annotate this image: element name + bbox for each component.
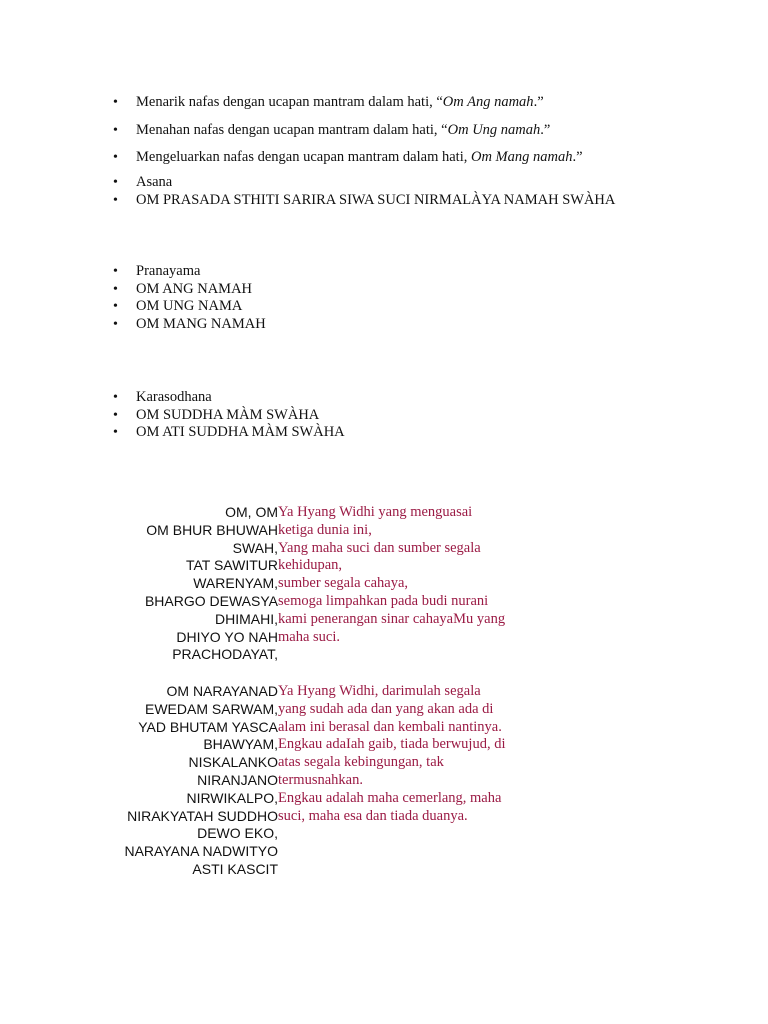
mantra-text: DEWO EKO, bbox=[197, 825, 278, 842]
instruction-suffix: .” bbox=[540, 121, 551, 138]
mantra-line bbox=[0, 629, 768, 647]
list-item: • OM ATI SUDDHA MÀM SWÀHA bbox=[113, 424, 733, 442]
list-item: • OM UNG NAMA bbox=[113, 298, 733, 316]
mantra-line bbox=[0, 683, 768, 701]
mantra-italic: Om Ang namah bbox=[442, 94, 534, 110]
translation-text: kehidupan, bbox=[278, 557, 343, 574]
instruction-suffix: .” bbox=[572, 149, 583, 165]
mantra-line bbox=[0, 646, 768, 664]
mantra-line bbox=[0, 611, 768, 629]
mantra-line bbox=[0, 504, 768, 522]
mantra-line bbox=[0, 772, 768, 790]
mantra-text: WARENYAM, bbox=[193, 575, 278, 592]
mantra-line bbox=[0, 808, 768, 826]
list-item bbox=[113, 149, 733, 167]
mantra-text: NARAYANA NADWITYO bbox=[124, 843, 278, 860]
mantra-line bbox=[0, 593, 768, 611]
mantra-line bbox=[0, 557, 768, 575]
mantra-line bbox=[0, 825, 768, 843]
translation-text: termusnahkan. bbox=[278, 771, 363, 788]
translation-text: maha suci. bbox=[278, 628, 341, 645]
mantra-text: BHAWYAM, bbox=[203, 736, 278, 753]
translation-text: Ya Hyang Widhi, darimulah segala bbox=[278, 683, 481, 699]
translation-text: Yang maha suci dan sumber segala bbox=[278, 539, 481, 556]
mantra-line bbox=[0, 861, 768, 879]
karasodhana-list bbox=[113, 389, 733, 442]
translation-text: Ya Hyang Widhi yang menguasai bbox=[278, 504, 473, 520]
mantra-text: ASTI KASCIT bbox=[192, 860, 278, 877]
mantra-text: NIRWIKALPO, bbox=[186, 789, 278, 806]
translation-text: semoga limpahkan pada budi nurani bbox=[278, 592, 489, 609]
narayana-mantra-block bbox=[0, 683, 768, 879]
translation-text: Engkau adaIah gaib, tiada berwujud, di bbox=[278, 736, 506, 753]
pranayama-list bbox=[113, 263, 733, 333]
mantra-line bbox=[0, 540, 768, 558]
mantra-text: TAT SAWITUR bbox=[185, 557, 278, 574]
gayatri-mantra-block bbox=[0, 504, 768, 664]
list-item: • OM SUDDHA MÀM SWÀHA bbox=[113, 407, 733, 425]
instruction-suffix: .” bbox=[533, 94, 544, 110]
mantra-italic: Om Ung namah bbox=[447, 121, 541, 138]
mantra-text: EWEDAM SARWAM, bbox=[144, 700, 278, 717]
instruction-text: Menahan nafas dengan ucapan mantram dalam hati, “ bbox=[136, 121, 448, 138]
list-item: • Asana bbox=[113, 174, 733, 192]
translation-text: suci, maha esa dan tiada duanya. bbox=[278, 807, 468, 824]
mantra-line bbox=[0, 736, 768, 754]
mantra-text: YAD BHUTAM YASCA bbox=[138, 718, 278, 735]
instruction-text: Mengeluarkan nafas dengan ucapan mantram dalam hati, bbox=[136, 149, 471, 165]
mantra-text: NIRANJANO bbox=[197, 771, 278, 788]
translation-text: alam ini berasal dan kembali nantinya. bbox=[278, 718, 502, 735]
mantra-text: DHIYO YO NAH bbox=[176, 628, 278, 645]
mantra-text: OM BHUR BHUWAH bbox=[146, 521, 278, 538]
mantra-line bbox=[0, 719, 768, 737]
mantra-line bbox=[0, 843, 768, 861]
mantra-line bbox=[0, 575, 768, 593]
mantra-text: OM, OM bbox=[225, 504, 278, 520]
translation-text: yang sudah ada dan yang akan ada di bbox=[278, 700, 494, 717]
mantra-text: SWAH, bbox=[232, 539, 278, 556]
mantra-text: BHARGO DEWASYA bbox=[144, 592, 278, 609]
mantra-line bbox=[0, 790, 768, 808]
list-item bbox=[113, 94, 733, 112]
breathing-instructions-list bbox=[113, 94, 733, 167]
translation-text: atas segala kebingungan, tak bbox=[278, 754, 444, 771]
translation-text: kami penerangan sinar cahayaMu yang bbox=[278, 610, 506, 627]
list-item bbox=[113, 122, 733, 140]
mantra-line bbox=[0, 522, 768, 540]
mantra-line bbox=[0, 701, 768, 719]
translation-text: ketiga dunia ini, bbox=[278, 521, 372, 538]
mantra-text: NIRAKYATAH SUDDHO bbox=[127, 807, 278, 824]
instruction-text: Menarik nafas dengan ucapan mantram dalam hati, “ bbox=[136, 94, 443, 110]
mantra-italic: Om Mang namah bbox=[470, 149, 573, 165]
mantra-line bbox=[0, 754, 768, 772]
asana-list bbox=[113, 174, 733, 209]
mantra-text: OM NARAYANAD bbox=[166, 683, 278, 699]
mantra-text: DHIMAHI, bbox=[215, 610, 278, 627]
list-item: • OM MANG NAMAH bbox=[113, 316, 733, 334]
list-item: • Karasodhana bbox=[113, 389, 733, 407]
list-item: • OM ANG NAMAH bbox=[113, 281, 733, 299]
translation-text: sumber segala cahaya, bbox=[278, 575, 409, 592]
list-item: • OM PRASADA STHITI SARIRA SIWA SUCI NIRMALÀYA NAMAH SWÀHA bbox=[113, 192, 733, 210]
translation-text: Engkau adalah maha cemerlang, maha bbox=[278, 789, 502, 806]
list-item: • Pranayama bbox=[113, 263, 733, 281]
mantra-text: NISKALANKO bbox=[188, 754, 278, 771]
mantra-text: PRACHODAYAT, bbox=[172, 646, 278, 663]
